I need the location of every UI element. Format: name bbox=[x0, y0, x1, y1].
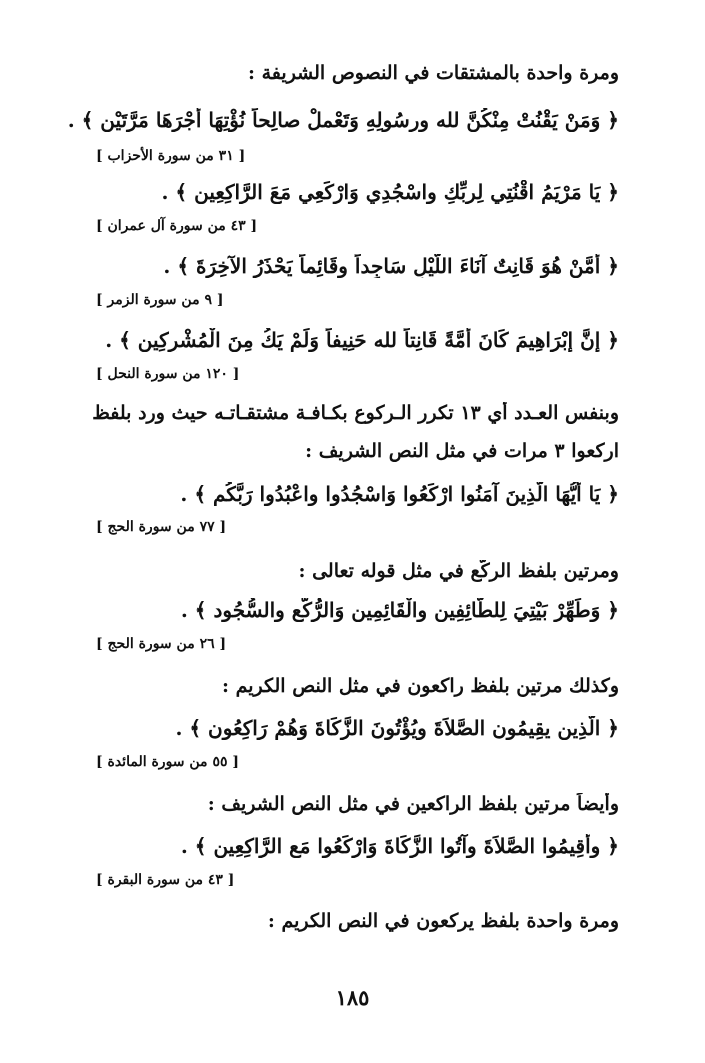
verse-reference: [ ٣١ من سورة الأحزاب ] bbox=[96, 148, 246, 164]
quran-verse: ﴿ أَمَّنْ هُوَ قَانِتٌ آنَاءَ اللَّيْلِ سَاجِداً وقَائِماً يَحْذَرُ الآخِرَةَ ﴾ . bbox=[163, 254, 619, 278]
text-line: وأيضاً مرتين بلفظ الراكعين في مثل النص الشريف : bbox=[207, 793, 619, 815]
verse-reference: [ ٢٦ من سورة الحج ] bbox=[96, 636, 227, 652]
quran-verse: ﴿ يَا أَيُّهَا الَّذِينَ آمَنُوا ارْكَعُوا وَاسْجُدُوا واعْبُدُوا رَبَّكُم ﴾ . bbox=[180, 482, 619, 506]
quran-verse: ﴿ يَا مَرْيَمُ اقْنُتِي لِربِّكِ واسْجُدِي وَارْكَعِي مَعَ الرَّاكِعِين ﴾ . bbox=[161, 180, 619, 204]
page-number: ١٨٥ bbox=[335, 985, 370, 1010]
text-line: وكذلك مرتين بلفظ راكعون في مثل النص الكريم : bbox=[221, 675, 619, 697]
verse-reference: [ ٥٥ من سورة المائدة ] bbox=[96, 754, 239, 770]
quran-verse: ﴿ وأَقِيمُوا الصَّلاَةَ وآتُوا الزَّكَاةَ وَارْكَعُوا مَع الرَّاكِعِين ﴾ . bbox=[180, 834, 619, 858]
text-line: ومرة واحدة بالمشتقات في النصوص الشريفة : bbox=[247, 62, 619, 84]
verse-reference: [ ٩ من سورة الزمر ] bbox=[96, 292, 224, 308]
text-line: اركعوا ٣ مرات في مثل النص الشريف : bbox=[305, 440, 619, 462]
quran-verse: ﴿ إنَّ إِبْرَاهِيمَ كَانَ أُمَّةً قَانِتاً لله حَنِيفاً وَلَمْ يَكُ مِنَ الْمُشْرِكِين ﴾ . bbox=[105, 328, 619, 352]
quran-verse: ﴿ وَمَنْ يَقْنُتْ مِنْكُنَّ لله ورسُولِهِ وَتَعْملْ صالِحاً نُؤْتِهَا أَجْرَهَا مَرَّتَيْن ﴾ . bbox=[67, 108, 619, 132]
verse-reference: [ ٧٧ من سورة الحج ] bbox=[96, 519, 227, 535]
quran-verse: ﴿ الَّذِين يقِيمُون الصَّلاَةَ ويُؤْتُونَ الزَّكَاةَ وَهُمْ رَاكِعُون ﴾ . bbox=[175, 716, 619, 740]
quran-verse: ﴿ وَطَهِّرْ بَيْتِيَ لِلطَّائِفِين والْقَائِمِين وَالرُّكَّعِ والسُّجُود ﴾ . bbox=[180, 598, 619, 622]
text-line: وبنفس العـدد أي ١٣ تكرر الـركوع بكـافـة مشتقـاتـه حيث ورد بلفظ bbox=[92, 402, 619, 424]
text-line: ومرتين بلفظ الركّع في مثل قوله تعالى : bbox=[298, 560, 619, 582]
verse-reference: [ ١٢٠ من سورة النحل ] bbox=[96, 366, 240, 382]
verse-reference: [ ٤٣ من سورة البقرة ] bbox=[96, 872, 235, 888]
verse-reference: [ ٤٣ من سورة آل عمران ] bbox=[96, 218, 258, 234]
text-line: ومرة واحدة بلفظ يركعون في النص الكريم : bbox=[267, 910, 619, 932]
